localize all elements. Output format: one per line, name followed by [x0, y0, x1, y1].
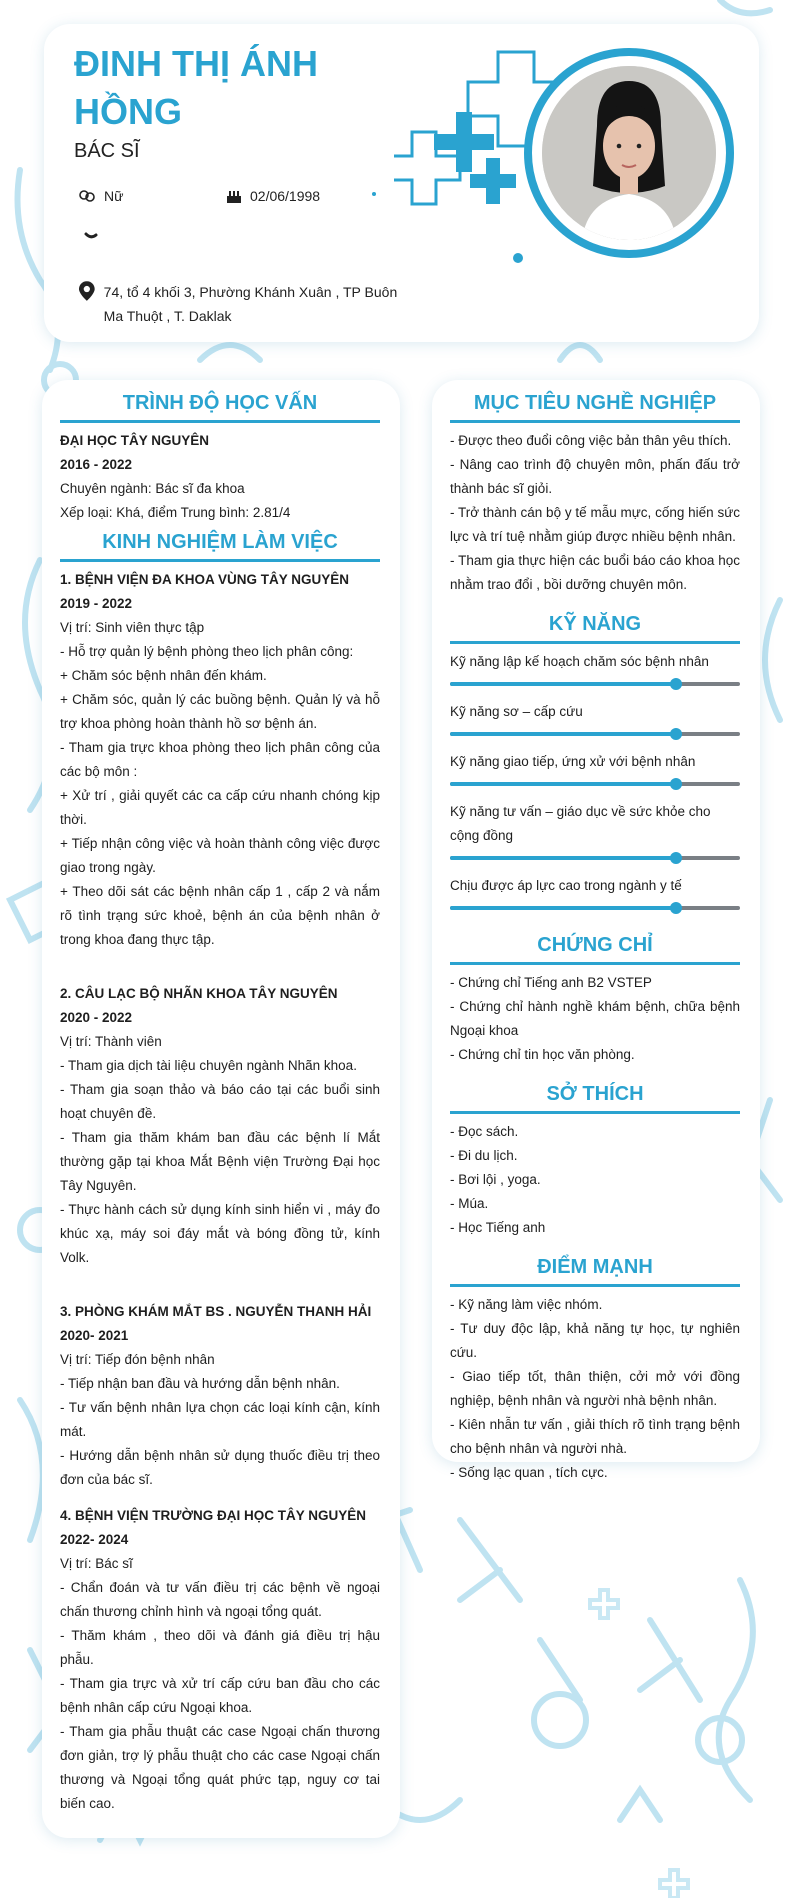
job-position: Vị trí: Tiếp đón bệnh nhân: [60, 1352, 215, 1367]
hobby-line: - Đọc sách.: [450, 1124, 519, 1139]
skill-bar-knob: [670, 678, 682, 690]
job-org: 1. BỆNH VIỆN ĐA KHOA VÙNG TÂY NGUYÊN: [60, 572, 350, 587]
strength-line: - Tư duy độc lập, khả năng tự học, tự nghiên cứu.: [450, 1321, 740, 1360]
hobby-line: - Học Tiếng anh: [450, 1220, 546, 1235]
skill-bar-fill: [450, 906, 676, 910]
gender-value: Nữ: [104, 188, 124, 204]
birthday-cake-icon: [226, 188, 242, 204]
skill-bar-knob: [670, 902, 682, 914]
objective-line: - Tham gia thực hiện các buổi báo cáo khoa học nhằm trao đổi , bồi dưỡng chuyên môn.: [450, 553, 740, 592]
education-years: 2016 - 2022: [60, 457, 133, 472]
hobby-line: - Múa.: [450, 1196, 489, 1211]
job-years: 2022- 2024: [60, 1532, 129, 1547]
skill-level-bar: [450, 852, 740, 864]
job-line: - Hỗ trợ quản lý bệnh phòng theo lịch phân công:: [60, 644, 354, 659]
skill-item: [450, 800, 740, 864]
strengths-title: ĐIỂM MẠNH: [537, 1256, 653, 1278]
job-org: 2. CÂU LẠC BỘ NHÃN KHOA TÂY NGUYÊN: [60, 986, 338, 1001]
address-value: 74, tổ 4 khối 3, Phường Khánh Xuân , TP Buôn Ma Thuột , T. Daklak: [103, 284, 398, 324]
job-line: - Tham gia trực khoa phòng theo lịch phân công của các bộ môn :: [60, 740, 380, 779]
skill-item: [450, 700, 740, 740]
certificates-title: CHỨNG CHỈ: [537, 934, 653, 956]
strength-line: - Kiên nhẫn tư vấn , giải thích rõ tình trạng bệnh cho bệnh nhân và người nhà.: [450, 1417, 740, 1456]
certificate-line: - Chứng chỉ hành nghề khám bệnh, chữa bệnh Ngoại khoa: [450, 999, 740, 1038]
candidate-role: BÁC SĨ: [74, 140, 140, 162]
job-line: - Thực hành cách sử dụng kính sinh hiển vi , máy đo khúc xạ, máy soi đáy mắt và bóng đồng tử, kính Volk.: [60, 1202, 380, 1265]
right-column: [450, 386, 740, 1485]
skill-bar-knob: [670, 852, 682, 864]
skill-item: [450, 650, 740, 690]
job-line: + Theo dõi sát các bệnh nhân cấp 1 , cấp 2 và nắm rõ tình trạng sức khoẻ, bệnh án của bệnh nhân ở trong khoa đang thực tập.: [60, 884, 380, 947]
job-line: - Tiếp nhận ban đầu và hướng dẫn bệnh nhân.: [60, 1376, 340, 1391]
skill-level-bar: [450, 778, 740, 790]
section-divider: [450, 1284, 740, 1287]
education-major: Chuyên ngành: Bác sĩ đa khoa: [60, 481, 245, 496]
skill-level-bar: [450, 678, 740, 690]
job-line: - Tham gia soạn thảo và báo cáo tại các buổi sinh hoạt chuyên đề.: [60, 1082, 380, 1121]
job-line: - Tham gia phẫu thuật các case Ngoại chấn thương đơn giản, trợ lý phẫu thuật cho các case Ngoại chấn thương và Ngoại tổng quát phức tạp, nguy cơ tai biến cao.: [60, 1724, 380, 1811]
job-entry: [60, 568, 380, 952]
certificate-line: - Chứng chỉ Tiếng anh B2 VSTEP: [450, 975, 652, 990]
portrait-illustration: [542, 66, 716, 240]
strength-line: - Sống lạc quan , tích cực.: [450, 1465, 608, 1480]
skill-label: Kỹ năng tư vấn – giáo dục về sức khỏe cho cộng đồng: [450, 804, 711, 843]
strength-line: - Giao tiếp tốt, thân thiện, cởi mở với đồng nghiệp, bệnh nhân và người nhà bệnh nhân.: [450, 1369, 740, 1408]
address-row: [78, 280, 398, 328]
job-line: + Chăm sóc, quản lý các buồng bệnh. Quản lý và hỗ trợ khoa phòng hoàn thành hồ sơ bệnh án.: [60, 692, 380, 731]
job-line: + Chăm sóc bệnh nhân đến khám.: [60, 668, 267, 683]
job-line: - Tham gia dịch tài liệu chuyên ngành Nhãn khoa.: [60, 1058, 357, 1073]
skill-level-bar: [450, 728, 740, 740]
section-divider: [450, 420, 740, 423]
objective-line: - Được theo đuổi công việc bản thân yêu thích.: [450, 433, 732, 448]
skill-bar-fill: [450, 732, 676, 736]
job-position: Vị trí: Bác sĩ: [60, 1556, 133, 1571]
section-divider: [450, 1111, 740, 1114]
skill-label: Kỹ năng giao tiếp, ứng xử với bệnh nhân: [450, 754, 696, 769]
phone-icon-fragment: [84, 230, 98, 240]
job-entry: [60, 1300, 380, 1492]
gender-row: [78, 188, 123, 204]
skill-item: [450, 874, 740, 914]
skill-item: [450, 750, 740, 790]
job-line: - Thăm khám , theo dõi và đánh giá điều trị hậu phẫu.: [60, 1628, 380, 1667]
profile-photo-frame: [524, 48, 734, 258]
birthdate-row: [226, 188, 320, 204]
job-position: Vị trí: Thành viên: [60, 1034, 162, 1049]
skills-title: KỸ NĂNG: [548, 613, 642, 635]
job-line: + Tiếp nhận công việc và hoàn thành công việc được giao trong ngày.: [60, 836, 380, 875]
left-column: [60, 386, 380, 1816]
job-years: 2020 - 2022: [60, 1010, 133, 1025]
skill-label: Kỹ năng lập kế hoạch chăm sóc bệnh nhân: [450, 654, 709, 669]
education-title: TRÌNH ĐỘ HỌC VẤN: [122, 392, 318, 414]
hobby-line: - Đi du lịch.: [450, 1148, 518, 1163]
experience-title: KINH NGHIỆM LÀM VIỆC: [102, 531, 338, 553]
objective-line: - Trở thành cán bộ y tế mẫu mực, cống hiến sức lực và trí tuệ nhằm giúp được nhiều bệnh nhân.: [450, 505, 740, 544]
job-line: - Tư vấn bệnh nhân lựa chọn các loại kính cận, kính mát.: [60, 1400, 380, 1439]
section-divider: [60, 420, 380, 423]
dot-decoration: [372, 192, 376, 196]
skills-list: [450, 650, 740, 914]
skill-bar-fill: [450, 782, 676, 786]
hobbies-title: SỞ THÍCH: [546, 1083, 644, 1105]
education-grade: Xếp loại: Khá, điểm Trung bình: 2.81/4: [60, 505, 291, 520]
objective-title: MỤC TIÊU NGHỀ NGHIỆP: [473, 392, 717, 414]
skill-level-bar: [450, 902, 740, 914]
section-divider: [60, 559, 380, 562]
job-position: Vị trí: Sinh viên thực tập: [60, 620, 205, 635]
job-line: - Chẩn đoán và tư vấn điều trị các bệnh về ngoại chấn thương chỉnh hình và ngoại tổng quát.: [60, 1580, 380, 1619]
job-entry: [60, 1504, 380, 1816]
job-entry: [60, 982, 380, 1270]
skill-label: Chịu được áp lực cao trong ngành y tế: [450, 878, 682, 893]
job-line: - Hướng dẫn bệnh nhân sử dụng thuốc điều trị theo đơn của bác sĩ.: [60, 1448, 380, 1487]
profile-photo: [542, 66, 716, 240]
location-pin-icon: [78, 280, 96, 302]
gender-icon: [78, 189, 96, 203]
job-line: - Tham gia trực và xử trí cấp cứu ban đầu cho các bệnh nhân cấp cứu Ngoại khoa.: [60, 1676, 380, 1715]
hobby-line: - Bơi lội , yoga.: [450, 1172, 541, 1187]
job-org: 3. PHÒNG KHÁM MẮT BS . NGUYỄN THANH HẢI: [60, 1304, 372, 1319]
birthdate-value: 02/06/1998: [250, 188, 321, 204]
certificate-line: - Chứng chỉ tin học văn phòng.: [450, 1047, 635, 1062]
strength-line: - Kỹ năng làm việc nhóm.: [450, 1297, 603, 1312]
skill-bar-fill: [450, 856, 676, 860]
job-years: 2020- 2021: [60, 1328, 129, 1343]
skill-label: Kỹ năng sơ – cấp cứu: [450, 704, 583, 719]
candidate-name: ĐINH THỊ ÁNH HỒNG: [74, 43, 318, 132]
objective-line: - Nâng cao trình độ chuyên môn, phấn đấu trở thành bác sĩ giỏi.: [450, 457, 740, 496]
skill-bar-fill: [450, 682, 676, 686]
section-divider: [450, 962, 740, 965]
job-line: + Xử trí , giải quyết các ca cấp cứu nhanh chóng kịp thời.: [60, 788, 380, 827]
section-divider: [450, 641, 740, 644]
job-years: 2019 - 2022: [60, 596, 133, 611]
job-org: 4. BỆNH VIỆN TRƯỜNG ĐẠI HỌC TÂY NGUYÊN: [60, 1508, 366, 1523]
school-name: ĐẠI HỌC TÂY NGUYÊN: [60, 433, 210, 448]
job-line: - Tham gia thăm khám ban đầu các bệnh lí Mắt thường gặp tại khoa Mắt Bệnh viện Trường Đại học Tây Nguyên.: [60, 1130, 380, 1193]
skill-bar-knob: [670, 728, 682, 740]
skill-bar-knob: [670, 778, 682, 790]
